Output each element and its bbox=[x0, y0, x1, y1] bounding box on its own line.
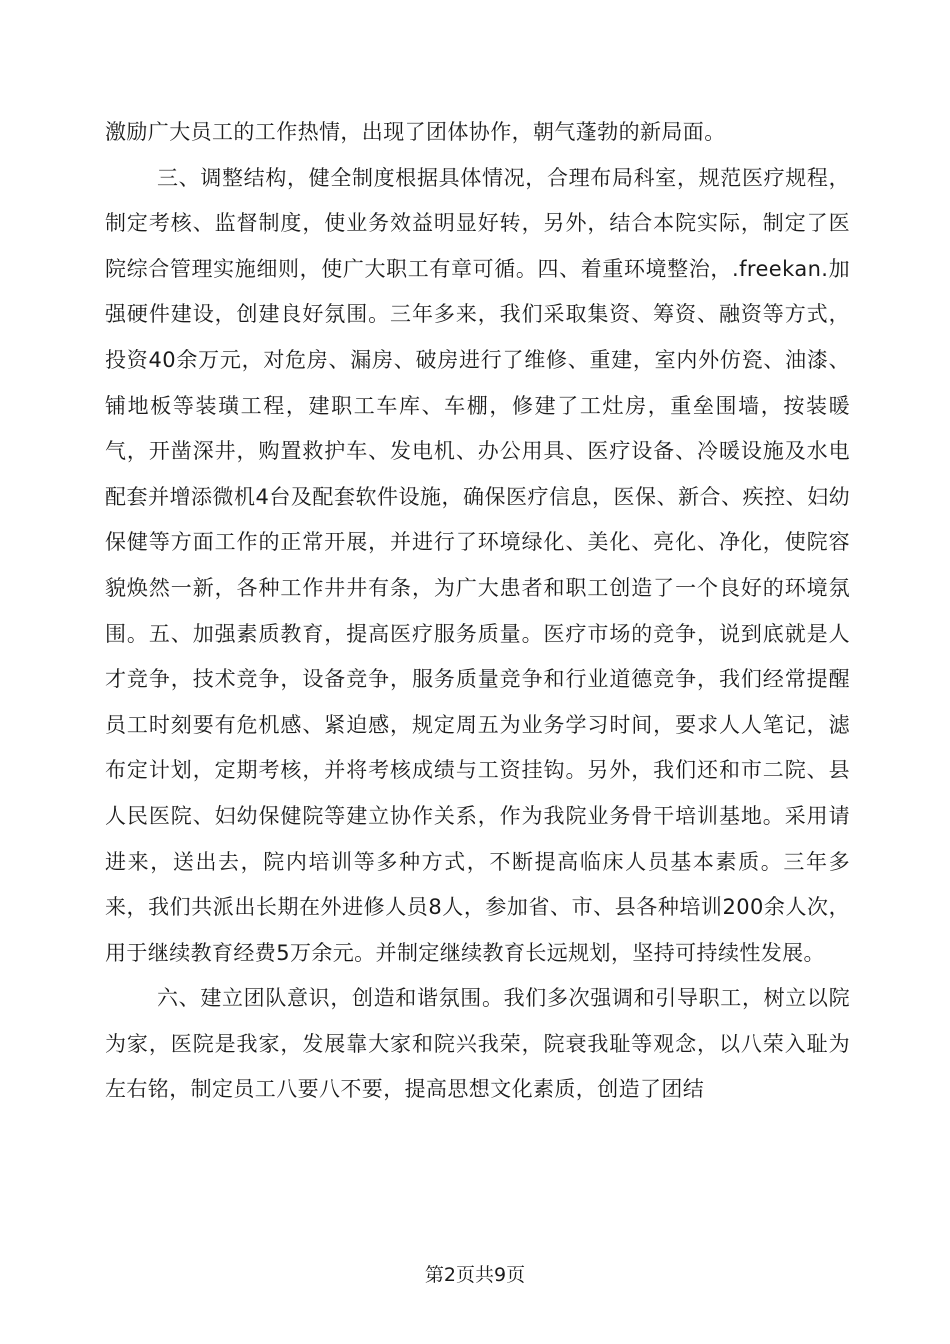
paragraph-section-six: 六、建立团队意识，创造和谐氛围。我们多次强调和引导职工，树立以院为家，医院是我家，发展靠大家和院兴我荣，院衰我耻等观念，以八荣入耻为左右铭，制定员工八要八不要，提高思想文化素质，创造了团结 bbox=[105, 986, 850, 1102]
document-body bbox=[105, 110, 850, 1113]
paragraph-continuation: 激励广大员工的工作热情，出现了团体协作，朝气蓬勃的新局面。 bbox=[105, 120, 726, 144]
page-number-footer: 第2页共9页 bbox=[424, 1264, 526, 1286]
paragraph-section-three-to-five: 三、调整结构，健全制度根据具体情况，合理布局科室，规范医疗规程，制定考核、监督制度，使业务效益明显好转，另外，结合本院实际，制定了医院综合管理实施细则，使广大职工有章可循。四、着重环境整治，.freekan.加强硬件建设，创建良好氛围。三年多来，我们采取集资、筹资、融资等方式，投资40余万元，对危房、漏房、破房进行了维修、重建，室内外仿瓷、油漆、铺地板等装璜工程，建职工车库、车棚，修建了工灶房，重垒围墙，按装暖气，开凿深井，购置救护车、发电机、办公用具、医疗设备、冷暖设施及水电配套并增添微机4台及配套软件设施，确保医疗信息，医保、新合、疾控、妇幼保健等方面工作的正常开展，并进行了环境绿化、美化、亮化、净化，使院容貌焕然一新，各种工作井井有条，为广大患者和职工创造了一个良好的环境氛围。五、加强素质教育，提高医疗服务质量。医疗市场的竞争，说到底就是人才竞争，技术竞争，设备竞争，服务质量竞争和行业道德竞争，我们经常提醒员工时刻要有危机感、紧迫感，规定周五为业务学习时间，要求人人笔记，滤布定计划，定期考核，并将考核成绩与工资挂钩。另外，我们还和市二院、县人民医院、妇幼保健院等建立协作关系，作为我院业务骨干培训基地。采用请进来，送出去，院内培训等多种方式，不断提高临床人员基本素质。三年多来，我们共派出长期在外进修人员8人，参加省、市、县各种培训200余人次，用于继续教育经费5万余元。并制定继续教育长远规划，坚持可持续性发展。 bbox=[105, 165, 850, 965]
